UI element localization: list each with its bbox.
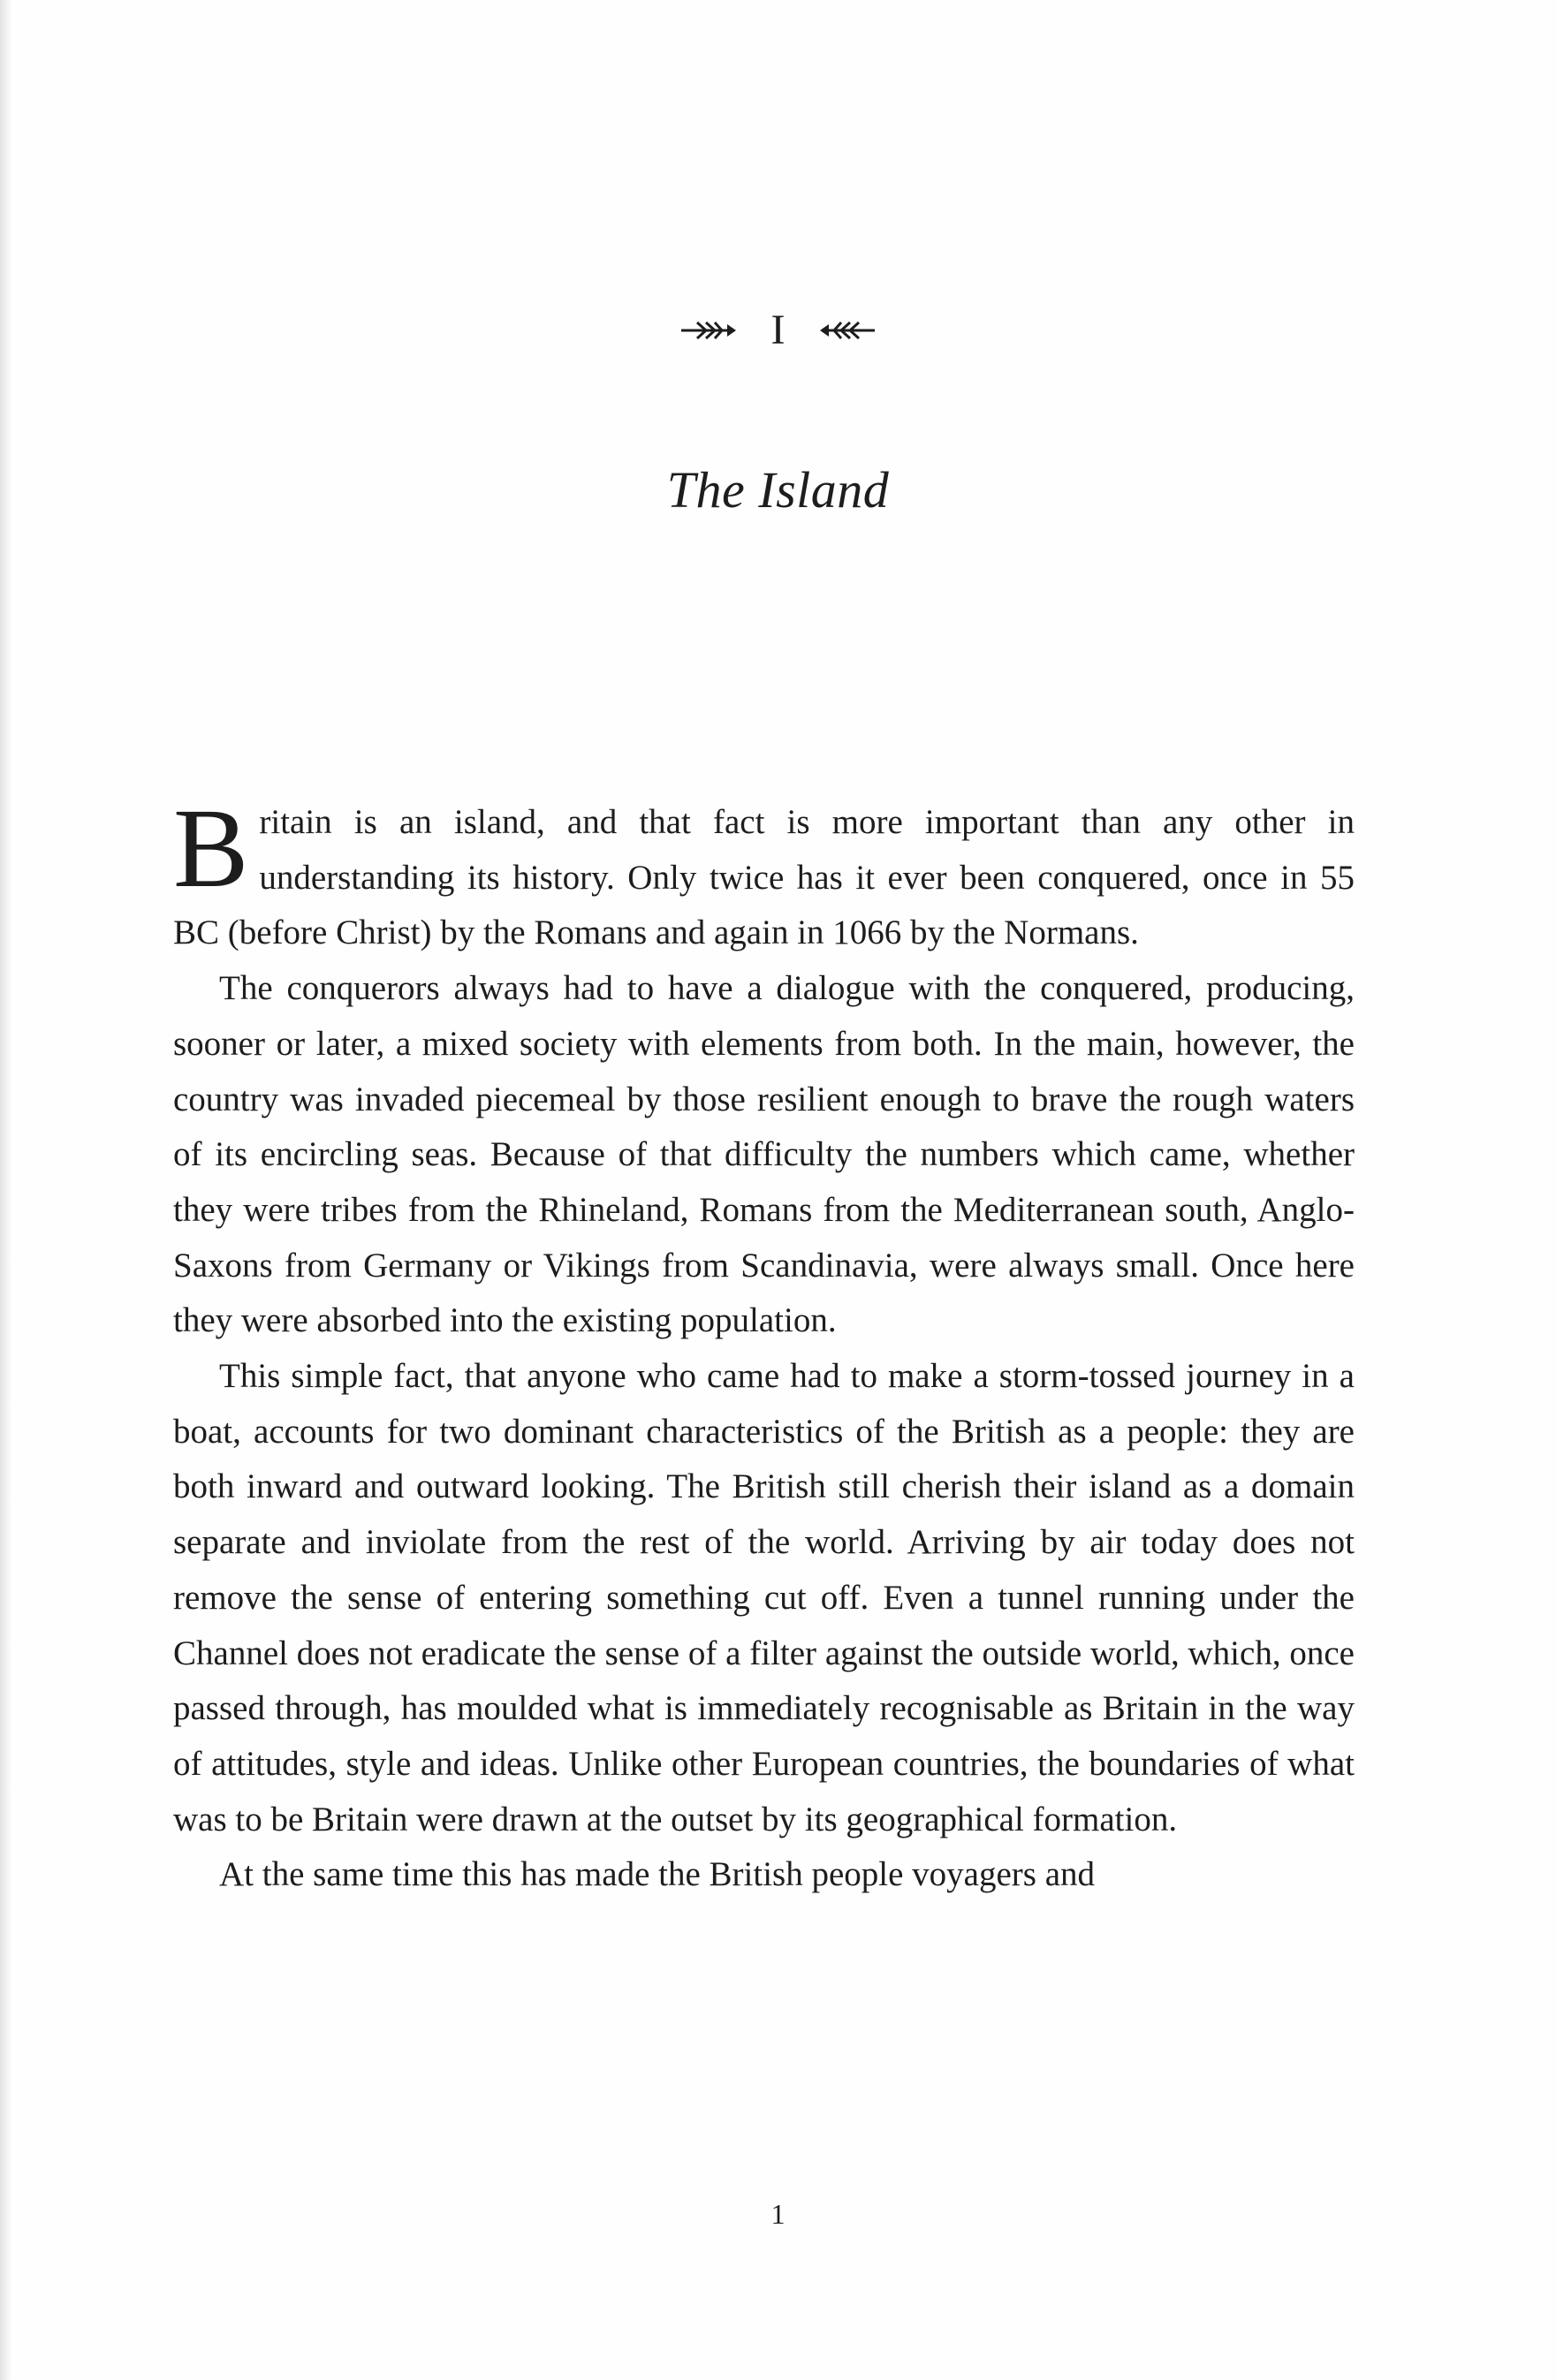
chapter-body	[173, 785, 1355, 1903]
chapter-heading	[0, 300, 1556, 357]
page-spine-shadow	[0, 0, 12, 2380]
chapter-number: I	[770, 306, 786, 353]
paragraph-3: This simple fact, that anyone who came had to make a storm-tossed journey in a boat, accounts for two dominant characteristics of the British as a people: they are both inward and outward looking. The British still cherish their island as a domain separate and inviolate from the rest of the world. Arriving by air today does not remove the sense of entering something cut off. Even a tunnel running under the Channel does not eradicate the sense of a filter against the outside world, which, once passed through, has moulded what is immediately recognisable as Britain in the way of attitudes, style and ideas. Unlike other European countries, the boundaries of what was to be Britain were drawn at the outset by its geographical formation.	[173, 1357, 1355, 1838]
ornament-arrow-right-icon	[679, 319, 738, 342]
chapter-title: The Island	[666, 461, 890, 519]
paragraph-2: The conquerors always had to have a dialogue with the conquered, producing, sooner or later, a mixed society with elements from both. In the main, however, the country was invaded piecemeal by those resilient enough to brave the rough waters of its encircling seas. Because of that difficulty the numbers which came, whether they were tribes from the Rhineland, Romans from the Mediterranean south, Anglo-Saxons from Germany or Vikings from Scandinavia, were always small. Once here they were absorbed into the existing population.	[173, 969, 1355, 1340]
page-number: 1	[770, 2198, 786, 2230]
paragraph-1-text: ritain is an island, and that fact is more important than any other in understanding its history. Only twice has it ever been conquered, once in 55 BC (before Christ) by the Romans and again in 1066 by the Normans.	[173, 803, 1355, 952]
ornament-arrow-left-icon	[818, 319, 877, 342]
paragraph-1	[173, 785, 1355, 961]
drop-cap: B	[173, 785, 249, 911]
paragraph-4: At the same time this has made the British people voyagers and	[219, 1855, 1096, 1894]
